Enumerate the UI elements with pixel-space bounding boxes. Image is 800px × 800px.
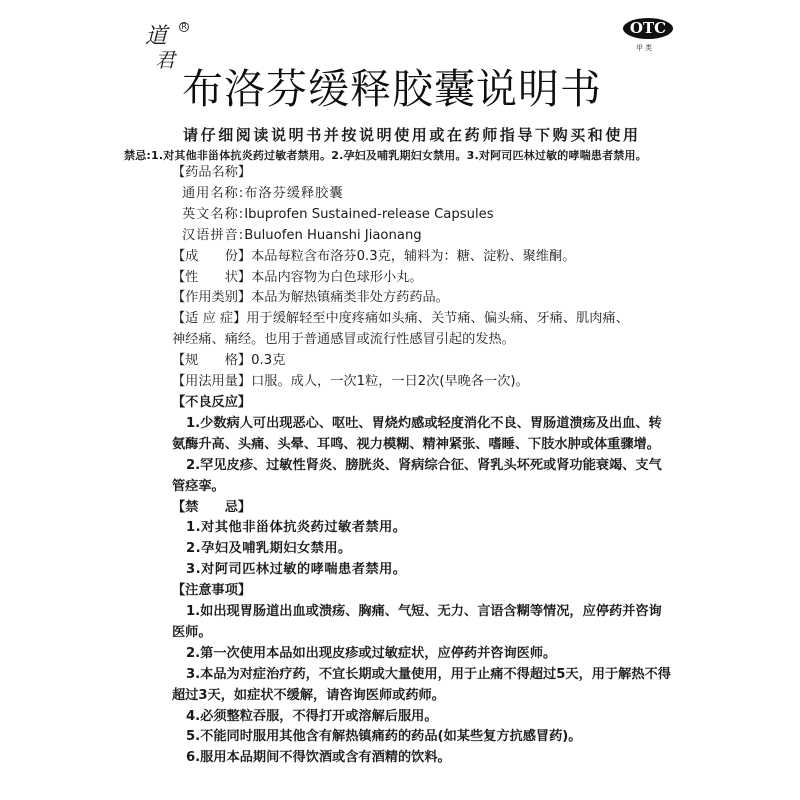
category-heading: 【作用类别】 (172, 290, 252, 306)
specification-text: 0.3克 (251, 353, 286, 369)
description-row (172, 268, 682, 289)
brand-logo-glyph-top: 道 (145, 24, 168, 49)
section-drug-name-heading: 【药品名称】 (172, 165, 252, 180)
dosage-heading: 【用法用量】 (172, 374, 252, 390)
precaution-item: 6.服用本品期间不得饮酒或含有酒精的饮料。 (186, 750, 451, 766)
indications-heading: 【适 应 症】 (172, 311, 247, 327)
adverse-reaction-item: 1.少数病人可出现恶心、呕吐、胃烧灼感或轻度消化不良、胃肠道溃疡及出血、转氨酶升高、头痛、头晕、耳鸣、视力模糊、精神紧张、嗜睡、下肢水肿或体重骤增。 (172, 415, 662, 452)
contraindication-item: 1.对其他非甾体抗炎药过敏者禁用。 (186, 520, 407, 536)
category-text: 本品为解热镇痛类非处方药药品。 (251, 290, 449, 306)
english-name-label: 英文名称: (182, 206, 245, 222)
brand-logo-glyph-bottom: 君 (155, 48, 175, 72)
english-name-value: Ibuprofen Sustained-release Capsules (244, 206, 494, 222)
composition-row (172, 247, 682, 268)
dosage-row (172, 372, 682, 393)
document-subtitle: 请仔细阅读说明书并按说明使用或在药师指导下购买和使用 (183, 126, 641, 144)
document-title: 布洛芬缓释胶囊说明书 (182, 65, 602, 113)
precaution-item: 2.第一次使用本品如出现皮疹或过敏症状，应停药并咨询医师。 (186, 645, 557, 661)
indications-text-line2: 神经痛、痛经。也用于普通感冒或流行性感冒引起的发热。 (172, 332, 515, 348)
precautions-heading: 【注意事项】 (172, 583, 252, 599)
composition-text: 本品每粒含布洛芬0.3克，辅料为：糖、淀粉、聚维酮。 (251, 248, 576, 264)
generic-name-label: 通用名称: (182, 185, 245, 201)
indications-row (172, 309, 682, 330)
precaution-item: 3.本品为对症治疗药，不宜长期或大量使用，用于止痛不得超过5天，用于解热不得超过3天，如症状不缓解，请咨询医师或药师。 (172, 666, 671, 703)
registered-trademark-icon: R (179, 22, 189, 32)
contraindications-heading: 【禁 忌】 (172, 499, 252, 515)
brand-logo (145, 22, 185, 70)
indications-text-line1: 用于缓解轻至中度疼痛如头痛、关节痛、偏头痛、牙痛、肌肉痛、 (246, 311, 629, 327)
adverse-reaction-item: 2.罕见皮疹、过敏性肾炎、膀胱炎、肾病综合征、肾乳头坏死或肾功能衰竭、支气管痉挛。 (172, 457, 662, 494)
pinyin-name-value: Buluofen Huanshi Jiaonang (244, 227, 422, 243)
category-row (172, 288, 682, 309)
adverse-reactions-heading: 【不良反应】 (172, 394, 252, 410)
dosage-text: 口服。成人，一次1粒，一日2次(早晚各一次)。 (251, 374, 529, 390)
english-name-row (172, 205, 682, 226)
contraindication-item: 2.孕妇及哺乳期妇女禁用。 (186, 541, 352, 557)
otc-class-label: 甲类 (636, 44, 654, 52)
specification-row (172, 351, 682, 372)
generic-name-row (172, 184, 682, 205)
precaution-item: 1.如出现胃肠道出血或溃疡、胸痛、气短、无力、言语含糊等情况，应停药并咨询医师。 (172, 604, 662, 640)
composition-heading: 【成 份】 (172, 248, 252, 264)
otc-badge: OTC (623, 18, 673, 39)
pinyin-name-row (172, 226, 682, 247)
specification-heading: 【规 格】 (172, 353, 252, 369)
contraindication-item: 3.对阿司匹林过敏的哮喘患者禁用。 (186, 562, 407, 578)
description-heading: 【性 状】 (172, 269, 252, 285)
precaution-item: 4.必须整粒吞服，不得打开或溶解后服用。 (186, 708, 438, 724)
precaution-item: 5.不能同时服用其他含有解热镇痛药的药品(如某些复方抗感冒药)。 (186, 729, 582, 745)
contraindication-warning: 禁忌:1.对其他非甾体抗炎药过敏者禁用。2.孕妇及哺乳期妇女禁用。3.对阿司匹林过敏的哮喘患者禁用。 (124, 149, 647, 162)
description-text: 本品内容物为白色球形小丸。 (251, 269, 423, 285)
generic-name-value: 布洛芬缓释胶囊 (244, 185, 344, 201)
leaflet-body (172, 163, 682, 769)
pinyin-name-label: 汉语拼音: (182, 227, 245, 243)
